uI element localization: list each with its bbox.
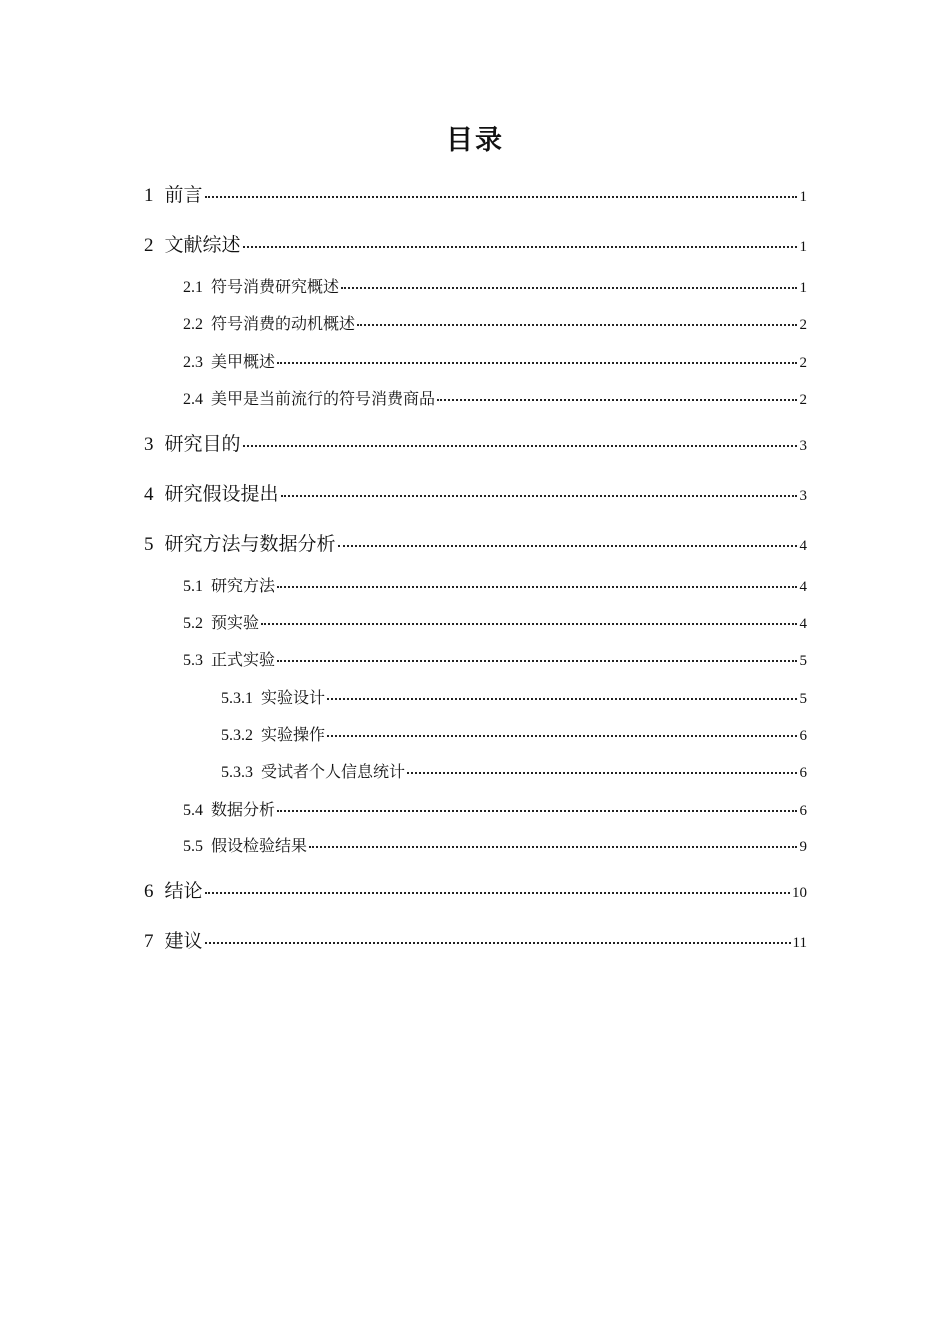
- toc-entry-label: 符号消费研究概述: [211, 279, 340, 296]
- toc-entry[interactable]: [183, 610, 807, 633]
- toc-entry-page: 3: [799, 488, 807, 504]
- dot-leader: [243, 246, 797, 248]
- toc-entry[interactable]: [144, 479, 807, 506]
- toc-entry[interactable]: [221, 685, 807, 708]
- toc-entry-label: 研究假设提出: [164, 484, 279, 505]
- toc-entry[interactable]: [183, 573, 807, 596]
- toc-entry-number: 5.2: [183, 615, 203, 632]
- toc-entry-label: 假设检验结果: [211, 838, 308, 855]
- toc-entry[interactable]: [183, 349, 807, 372]
- toc-entry-page: 3: [799, 438, 807, 454]
- toc-entry-label: 文献综述: [164, 235, 241, 256]
- dot-leader: [243, 445, 797, 447]
- toc-entry-number: 5.3.2: [221, 727, 253, 744]
- dot-leader: [338, 545, 797, 547]
- toc-entry-label: 实验设计: [261, 690, 326, 707]
- toc-entry-page: 6: [799, 728, 807, 744]
- dot-leader: [261, 623, 797, 625]
- toc-entry-number: 5: [144, 534, 154, 555]
- toc-entry-number: 7: [144, 931, 154, 952]
- toc-entry-number: 4: [144, 484, 154, 505]
- toc-entry-label: 研究方法与数据分析: [164, 534, 336, 555]
- toc-entry-number: 2.2: [183, 316, 203, 333]
- toc-entry-label: 正式实验: [211, 652, 276, 669]
- toc-entry-number: 2.1: [183, 279, 203, 296]
- toc-entry-label: 受试者个人信息统计: [261, 764, 406, 781]
- toc-entry[interactable]: [183, 274, 807, 297]
- toc-entry-page: 6: [799, 765, 807, 781]
- toc-entry-number: 5.3.3: [221, 764, 253, 781]
- toc-title: 目录: [446, 125, 504, 156]
- toc-entry-number: 5.3: [183, 652, 203, 669]
- toc-entry-page: 4: [799, 538, 807, 554]
- toc-entry-label: 结论: [164, 881, 203, 902]
- toc-entry-number: 5.3.1: [221, 690, 253, 707]
- toc-entry-label: 建议: [164, 931, 203, 952]
- toc-entry-label: 数据分析: [211, 802, 276, 819]
- toc-entry[interactable]: [183, 833, 807, 856]
- toc-entry-page: 5: [799, 691, 807, 707]
- dot-leader: [205, 942, 791, 944]
- toc-entry[interactable]: [221, 759, 807, 782]
- toc-entry[interactable]: [144, 230, 807, 257]
- toc-entry-number: 3: [144, 434, 154, 455]
- dot-leader: [309, 846, 797, 848]
- dot-leader: [341, 287, 797, 289]
- dot-leader: [205, 892, 790, 894]
- toc-entry-label: 预实验: [211, 615, 260, 632]
- toc-entry-label: 研究目的: [164, 434, 241, 455]
- toc-entry-number: 2.4: [183, 391, 203, 408]
- toc-entry-page: 10: [792, 885, 807, 901]
- toc-entry-page: 1: [799, 280, 807, 296]
- dot-leader: [437, 399, 797, 401]
- toc-entry-number: 2.3: [183, 354, 203, 371]
- toc-entry-page: 9: [799, 839, 807, 855]
- toc-entry-number: 5.4: [183, 802, 203, 819]
- dot-leader: [277, 660, 797, 662]
- dot-leader: [205, 196, 797, 198]
- dot-leader: [277, 586, 797, 588]
- dot-leader: [277, 362, 797, 364]
- toc-entry-page: 11: [792, 935, 807, 951]
- dot-leader: [357, 324, 797, 326]
- toc-entry-page: 1: [799, 189, 807, 205]
- toc-entry-label: 美甲是当前流行的符号消费商品: [211, 391, 436, 408]
- toc-entry[interactable]: [183, 386, 807, 409]
- toc-entry[interactable]: [183, 797, 807, 820]
- toc-entry-number: 2: [144, 235, 154, 256]
- toc-entry-label: 实验操作: [261, 727, 326, 744]
- toc-entry[interactable]: [144, 529, 807, 556]
- toc-entry-page: 2: [799, 392, 807, 408]
- toc-entry[interactable]: [144, 926, 807, 953]
- toc-entry-number: 1: [144, 185, 154, 206]
- dot-leader: [327, 735, 797, 737]
- toc-entry[interactable]: [221, 722, 807, 745]
- toc-entry[interactable]: [144, 180, 807, 207]
- toc-entry-page: 2: [799, 355, 807, 371]
- toc-entry[interactable]: [144, 429, 807, 456]
- toc-entry-page: 4: [799, 579, 807, 595]
- toc-entry-page: 4: [799, 616, 807, 632]
- toc-entry[interactable]: [144, 876, 807, 903]
- dot-leader: [327, 698, 797, 700]
- toc-entry[interactable]: [183, 647, 807, 670]
- toc-entry-page: 2: [799, 317, 807, 333]
- toc-entry-label: 符号消费的动机概述: [211, 316, 356, 333]
- toc-entry-label: 前言: [164, 185, 203, 206]
- toc-entry-number: 5.5: [183, 838, 203, 855]
- toc-entry[interactable]: [183, 311, 807, 334]
- toc-entry-page: 1: [799, 239, 807, 255]
- toc-entry-number: 6: [144, 881, 154, 902]
- toc-entry-number: 5.1: [183, 578, 203, 595]
- toc-entry-page: 6: [799, 803, 807, 819]
- dot-leader: [281, 495, 797, 497]
- toc-entry-label: 美甲概述: [211, 354, 276, 371]
- dot-leader: [277, 810, 797, 812]
- toc-entry-page: 5: [799, 653, 807, 669]
- dot-leader: [407, 772, 797, 774]
- toc-entry-label: 研究方法: [211, 578, 276, 595]
